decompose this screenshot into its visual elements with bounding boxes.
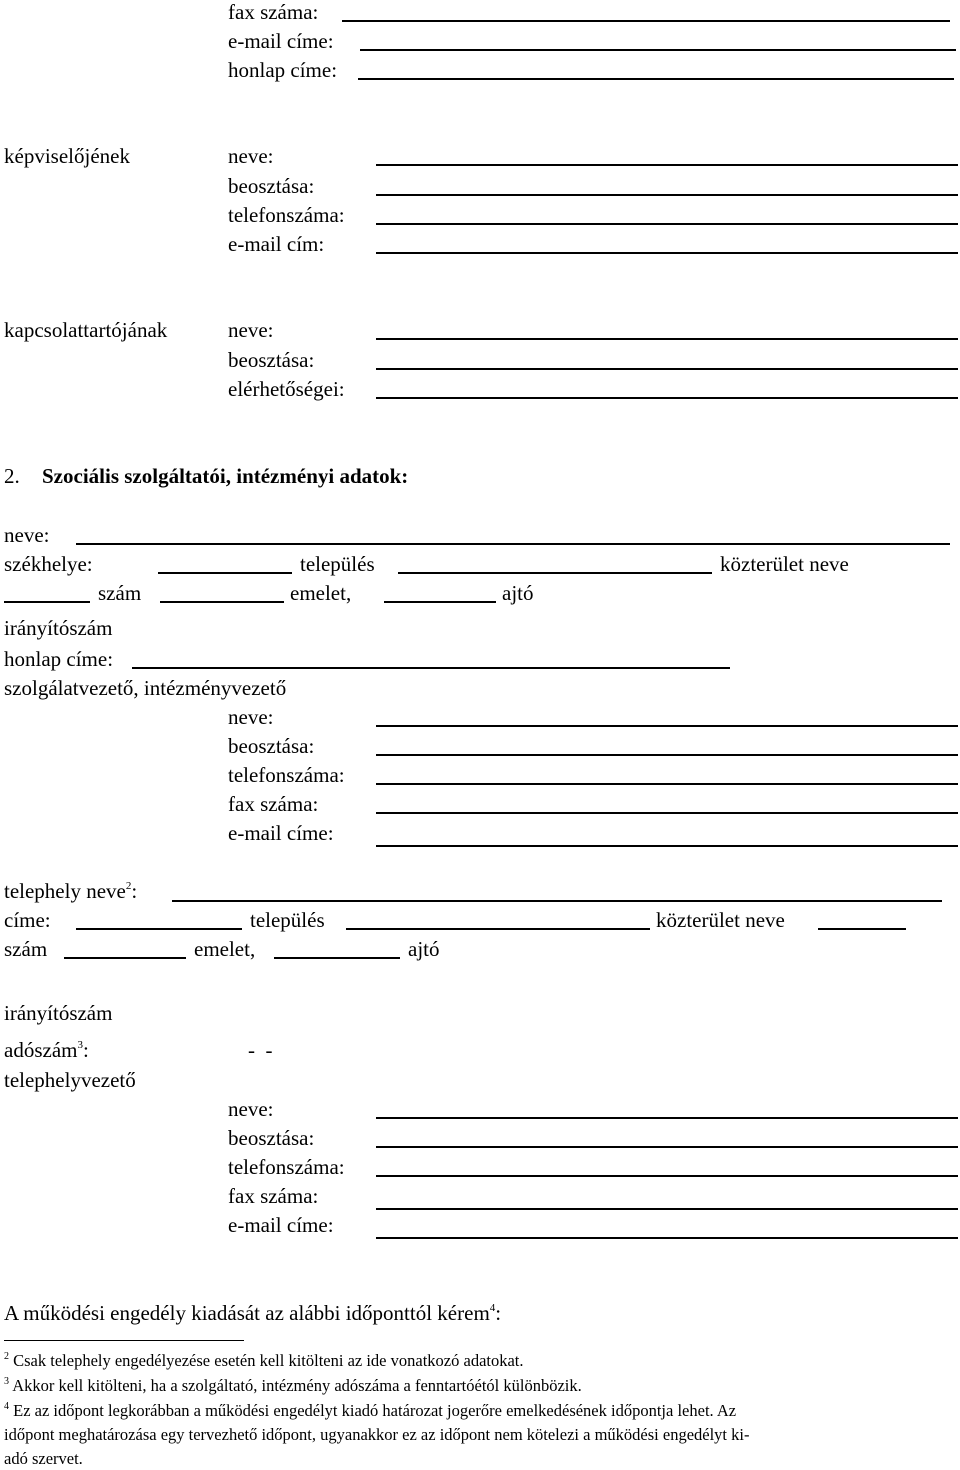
site-address-label: címe:: [4, 908, 51, 932]
site-street-field[interactable]: [818, 928, 906, 930]
footnote-4-line2: időpont meghatározása egy tervezhető időpont, ugyanakkor ez az időpont nem kötelezi a működési engedélyt ki-: [4, 1425, 750, 1444]
site-zip-label: irányítószám: [4, 1001, 113, 1025]
site-name-field[interactable]: [172, 900, 942, 902]
section-number: 2.: [4, 464, 20, 488]
seat-number-field[interactable]: [160, 601, 284, 603]
representative-email-field[interactable]: [376, 252, 958, 254]
website-field[interactable]: [358, 78, 954, 80]
seat-field[interactable]: [158, 572, 292, 574]
seat-zip-label: irányítószám: [4, 616, 113, 640]
site-manager-fax-field[interactable]: [376, 1208, 958, 1210]
seat-number-label: szám: [98, 581, 142, 605]
site-number-field[interactable]: [64, 957, 186, 959]
footnote-3: $^3$ Akkor kell kitölteni, ha a szolgáltató, intézmény adószáma a fenntartóétól különbözik.: [4, 1376, 582, 1395]
email-field[interactable]: [360, 49, 956, 51]
manager-heading: szolgálatvezető, intézményvezető: [4, 676, 287, 700]
site-manager-position-label: beosztása:: [228, 1126, 315, 1150]
contact-reachability-field[interactable]: [376, 397, 958, 399]
site-address-field[interactable]: [76, 928, 242, 930]
site-manager-phone-field[interactable]: [376, 1175, 958, 1177]
seat-street-label: közterület neve: [720, 552, 849, 576]
site-manager-name-field[interactable]: [376, 1117, 958, 1119]
manager-position-label: beosztása:: [228, 734, 315, 758]
provider-website-label: honlap címe:: [4, 647, 114, 671]
provider-name-field[interactable]: [76, 543, 950, 545]
footnote-2: $^2$ Csak telephely engedélyezése esetén kell kitölteni az ide vonatkozó adatokat.: [4, 1351, 524, 1370]
provider-website-field[interactable]: [132, 667, 730, 669]
contact-name-field[interactable]: [376, 338, 958, 340]
site-settlement-field[interactable]: [346, 928, 650, 930]
site-manager-email-field[interactable]: [376, 1237, 958, 1239]
representative-email-label: e-mail cím:: [228, 232, 325, 256]
footnote-separator: [4, 1340, 244, 1341]
contact-position-label: beosztása:: [228, 348, 315, 372]
representative-phone-field[interactable]: [376, 223, 958, 225]
manager-phone-label: telefonszáma:: [228, 763, 345, 787]
tax-number-label: adószám$^3$:: [4, 1038, 89, 1062]
manager-fax-label: fax száma:: [228, 792, 319, 816]
site-manager-name-label: neve:: [228, 1097, 274, 1121]
site-manager-position-field[interactable]: [376, 1146, 958, 1148]
representative-heading: képviselőjének: [4, 144, 130, 168]
fax-label: fax száma:: [228, 0, 319, 24]
site-manager-email-label: e-mail címe:: [228, 1213, 334, 1237]
seat-door-label: ajtó: [502, 581, 534, 605]
representative-position-field[interactable]: [376, 194, 958, 196]
site-door-label: ajtó: [408, 937, 440, 961]
contact-person-heading: kapcsolattartójának: [4, 318, 168, 342]
representative-name-label: neve:: [228, 144, 274, 168]
representative-name-field[interactable]: [376, 164, 958, 166]
contact-name-label: neve:: [228, 318, 274, 342]
contact-position-field[interactable]: [376, 368, 958, 370]
manager-phone-field[interactable]: [376, 783, 958, 785]
site-street-label: közterület neve: [656, 908, 785, 932]
manager-name-field[interactable]: [376, 725, 958, 727]
seat-floor-field[interactable]: [384, 601, 496, 603]
seat-label: székhelye:: [4, 552, 93, 576]
site-manager-heading: telephelyvezető: [4, 1068, 136, 1092]
provider-name-label: neve:: [4, 523, 50, 547]
representative-position-label: beosztása:: [228, 174, 315, 198]
seat-settlement-label: település: [300, 552, 375, 576]
manager-email-field[interactable]: [376, 845, 958, 847]
seat-settlement-field[interactable]: [398, 572, 712, 574]
manager-email-label: e-mail címe:: [228, 821, 334, 845]
site-settlement-label: település: [250, 908, 325, 932]
site-manager-phone-label: telefonszáma:: [228, 1155, 345, 1179]
tax-number-dashes: - -: [248, 1038, 273, 1062]
site-floor-field[interactable]: [274, 957, 400, 959]
manager-name-label: neve:: [228, 705, 274, 729]
contact-reachability-label: elérhetőségei:: [228, 377, 345, 401]
site-name-label: telephely neve$^2$:: [4, 879, 138, 903]
site-floor-label: emelet,: [194, 937, 256, 961]
seat-floor-label: emelet,: [290, 581, 352, 605]
manager-fax-field[interactable]: [376, 812, 958, 814]
seat-street-field[interactable]: [4, 601, 90, 603]
representative-phone-label: telefonszáma:: [228, 203, 345, 227]
website-label: honlap címe:: [228, 58, 338, 82]
section-title: Szociális szolgáltatói, intézményi adatok:: [42, 464, 409, 488]
request-text: A működési engedély kiadását az alábbi időponttól kérem$^4$:: [4, 1301, 502, 1325]
footnote-4-line1: $^4$ Ez az időpont legkorábban a működési engedélyt kiadó határozat jogerőre emelkedésének időpontja lehet. Az: [4, 1401, 737, 1420]
site-number-label: szám: [4, 937, 48, 961]
manager-position-field[interactable]: [376, 754, 958, 756]
email-label: e-mail címe:: [228, 29, 334, 53]
footnote-4-line3: adó szervet.: [4, 1449, 83, 1468]
fax-field[interactable]: [342, 20, 950, 22]
site-manager-fax-label: fax száma:: [228, 1184, 319, 1208]
